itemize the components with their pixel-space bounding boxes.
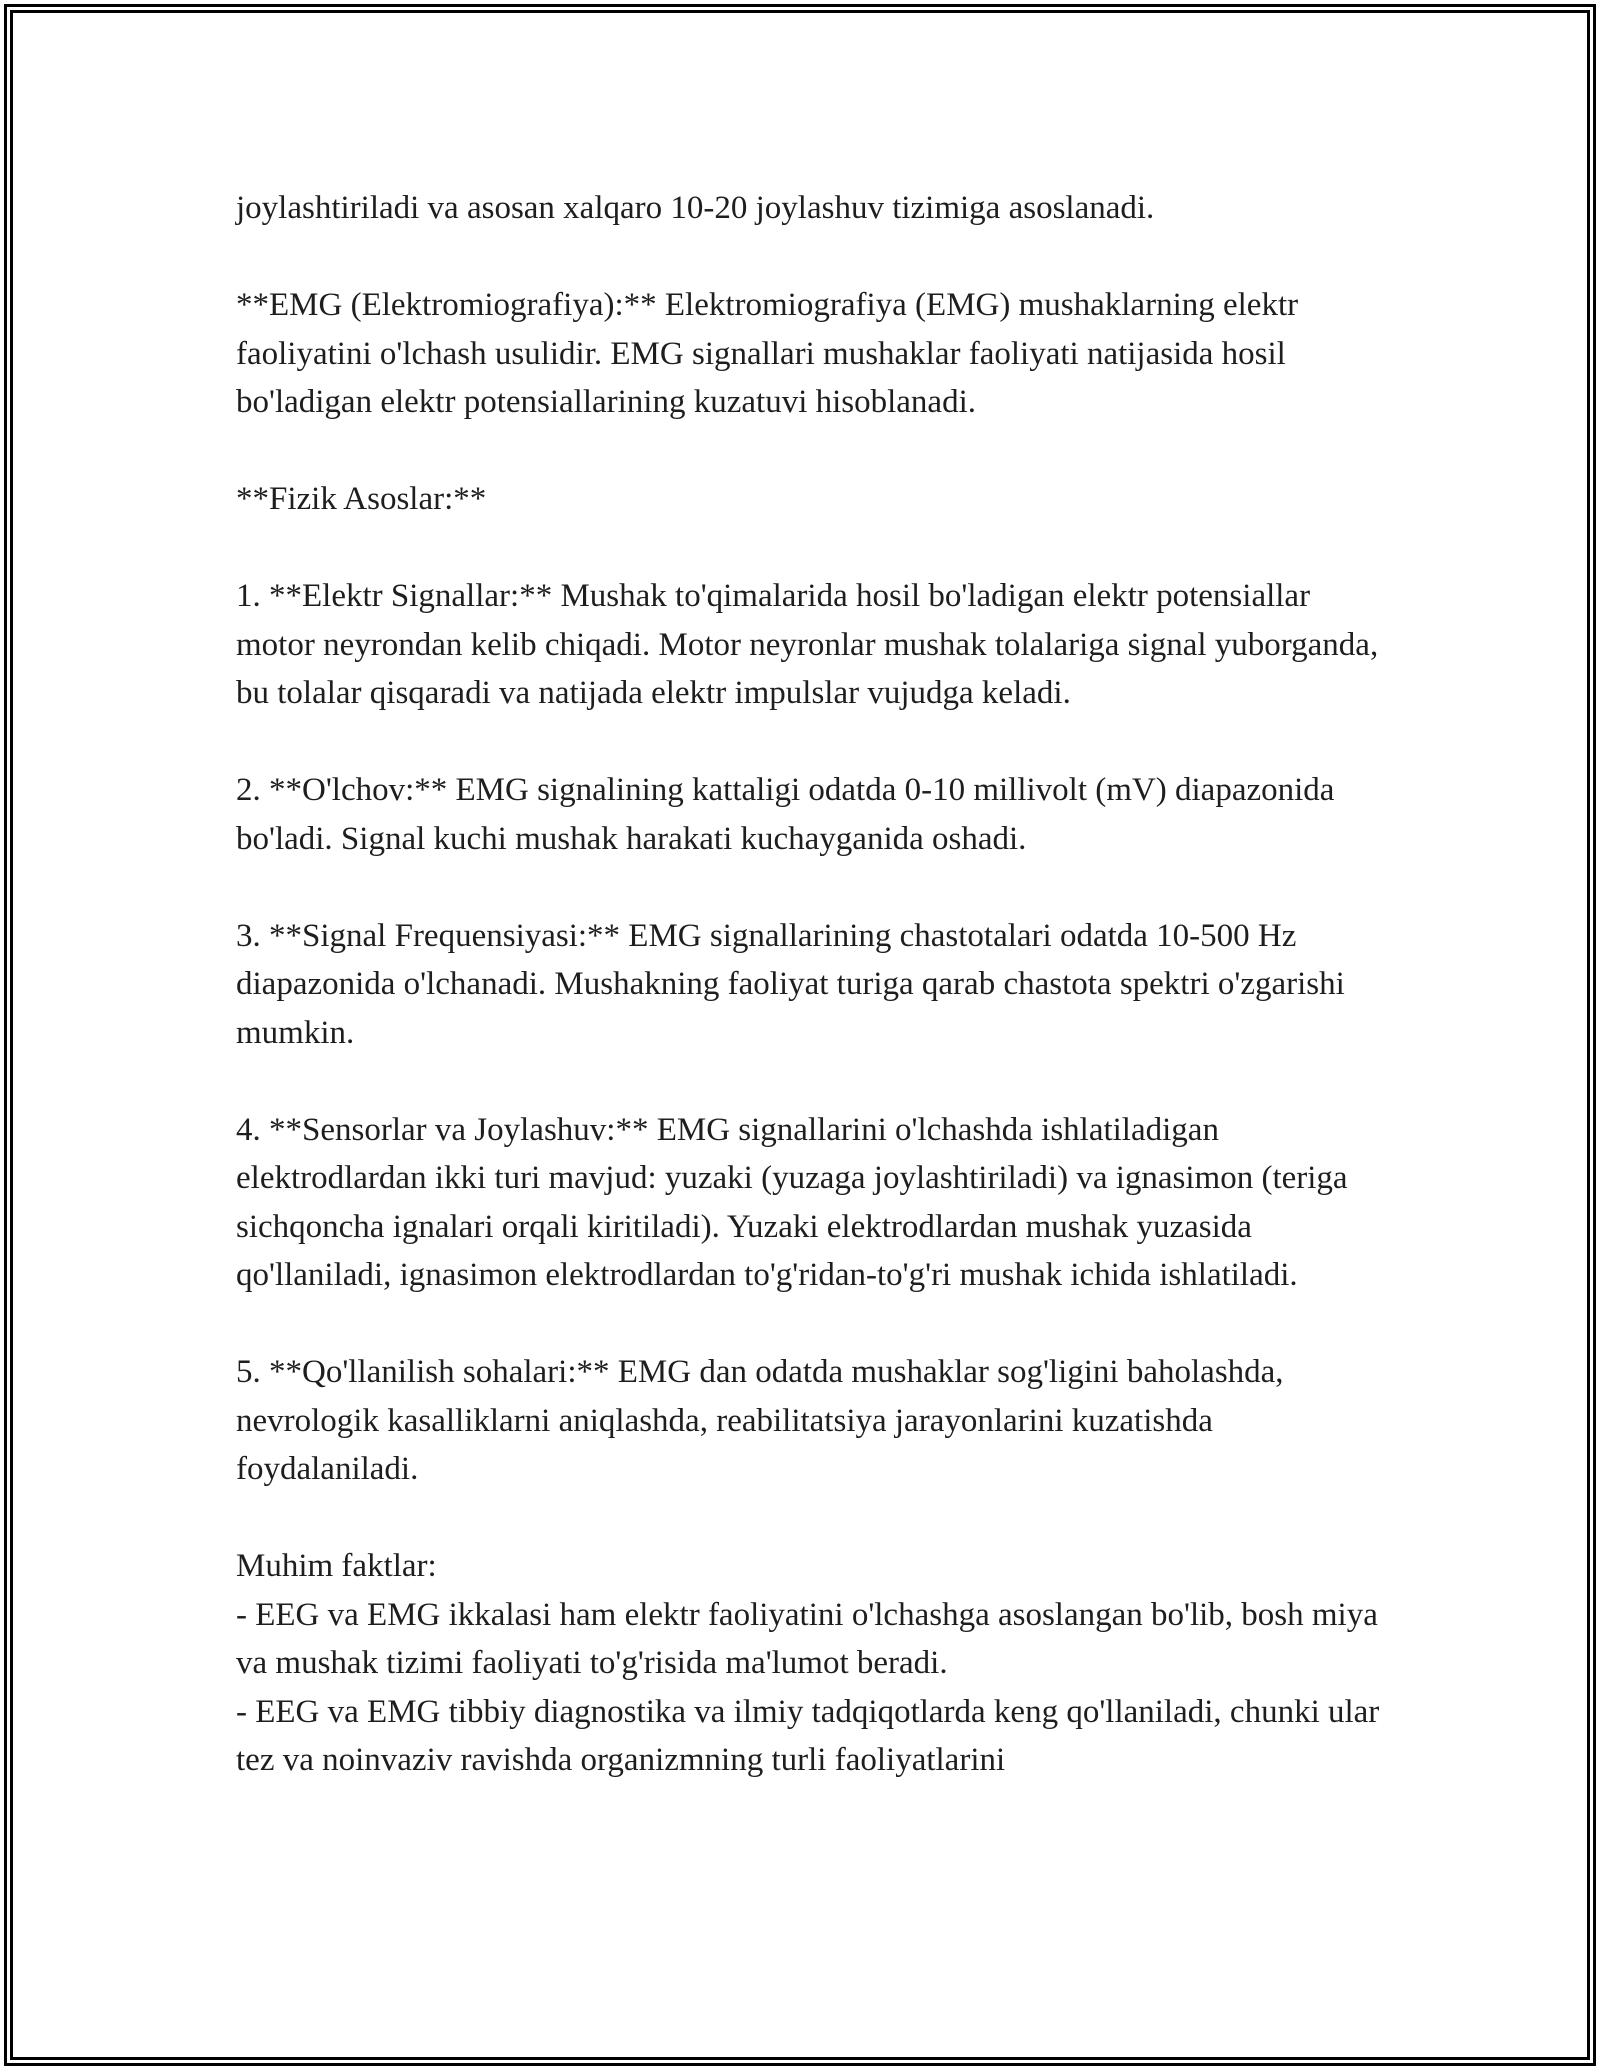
list-item-qollanilish: 5. **Qo'llanilish sohalari:** EMG dan odatda mushaklar sog'ligini baholashda, nevrologik kasalliklarni aniqlashda, reabilitatsiya jarayonlarini kuzatishda foydalaniladi. <box>236 1354 1284 1487</box>
section-heading-fizik-asoslar: **Fizik Asoslar:** <box>236 481 487 517</box>
document-body <box>236 184 1386 1785</box>
list-item-olchov: 2. **O'lchov:** EMG signalining kattaligi odatda 0-10 millivolt (mV) diapazonida bo'ladi. Signal kuchi mushak harakati kuchayganida oshadi. <box>236 772 1335 857</box>
list-item-signal-frequensiyasi: 3. **Signal Frequensiyasi:** EMG signallarining chastotalari odatda 10-500 Hz diapazonida o'lchanadi. Mushakning faoliyat turiga qarab chastota spektri o'zgarishi mumkin. <box>236 917 1345 1051</box>
list-item-elektr-signallar: 1. **Elektr Signallar:** Mushak to'qimalarida hosil bo'ladigan elektr potensiallar motor neyrondan kelib chiqadi. Motor neyronlar mushak tolalariga signal yuborganda, bu tolalar qisqaradi va natijada elektr impulslar vujudga keladi. <box>236 578 1379 711</box>
paragraph-emg-definition: **EMG (Elektromiografiya):** Elektromiografiya (EMG) mushaklarning elektr faoliyatini o'lchash usulidir. EMG signallari mushaklar faoliyati natijasida hosil bo'ladigan elektr potensiallarining kuzatuvi hisoblanadi. <box>236 287 1299 420</box>
list-item-sensorlar: 4. **Sensorlar va Joylashuv:** EMG signallarini o'lchashda ishlatiladigan elektrodlardan ikki turi mavjud: yuzaki (yuzaga joylashtiriladi) va ignasimon (teriga sichqoncha ignalari orqali kiritiladi). Yuzaki elektrodlardan mushak yuzasida qo'llaniladi, ignasimon elektrodlardan to'g'ridan-to'g'ri mushak ichida ishlatiladi. <box>236 1111 1348 1293</box>
fact-item: - EEG va EMG ikkalasi ham elektr faoliyatini o'lchashga asoslangan bo'lib, bosh miya va mushak tizimi faoliyati to'g'risida ma'lumot beradi. <box>236 1596 1378 1681</box>
fact-item: - EEG va EMG tibbiy diagnostika va ilmiy tadqiqotlarda keng qo'llaniladi, chunki ular tez va noinvaziv ravishda organizmning turli faoliyatlarini <box>236 1693 1380 1778</box>
paragraph-intro: joylashtiriladi va asosan xalqaro 10-20 joylashuv tizimiga asoslanadi. <box>236 190 1155 226</box>
facts-heading: Muhim faktlar: <box>236 1548 437 1584</box>
